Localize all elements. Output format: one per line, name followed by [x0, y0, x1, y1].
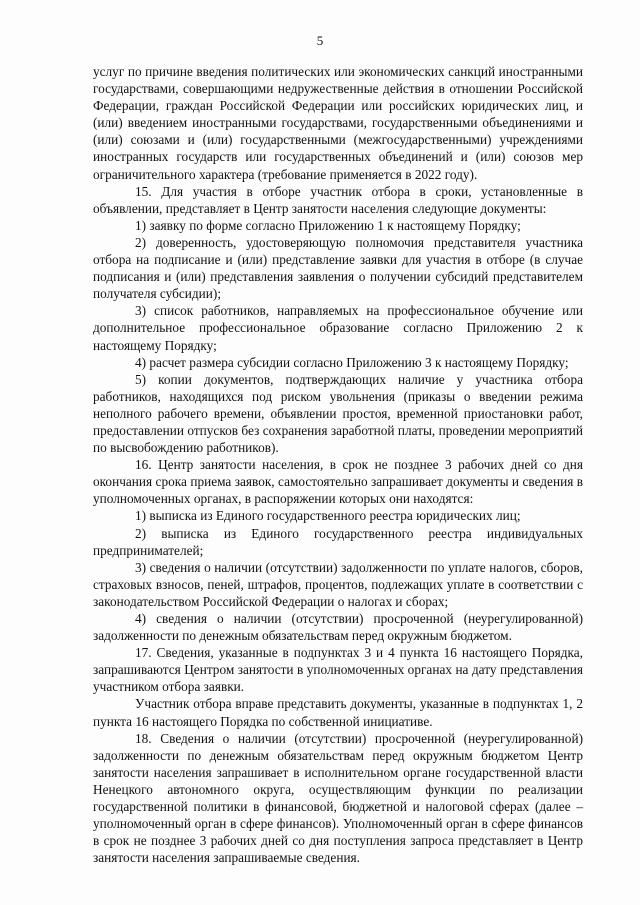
paragraph: услуг по причине введения политических или экономических санкций иностранными государствами, совершающими недружественные действия в отношении Российской Федерации, граждан Российской Федерации или российских юридических лиц, и (или) введением иностранными государствами, государственными объединениями и (или) союзами и (или) государственными (межгосударственными) учреждениями иностранных государств или государственных объединений и (или) союзов мер ограничительного характера (требование применяется в 2022 году). [93, 64, 583, 182]
paragraph: 18. Сведения о наличии (отсутствии) просроченной (неурегулированной) задолженности по денежным обязательствам перед окружным бюджетом Центр занятости населения запрашивает в исполнительном органе государственной власти Ненецкого автономного округа, осуществляющим функции по реализации государственной политики в финансовой, бюджетной и налоговой сферах (далее – уполномоченный орган в сфере финансов). Уполномоченный орган в сфере финансов в срок не позднее 3 рабочих дней со дня поступления запроса представляет в Центр занятости населения запрашиваемые сведения. [93, 730, 583, 866]
page-number: 5 [316, 33, 324, 48]
paragraph: 4) расчет размера субсидии согласно Приложению 3 к настоящему Порядку; [135, 354, 569, 370]
paragraph: 1) заявку по форме согласно Приложению 1 к настоящему Порядку; [135, 217, 521, 233]
paragraph: 3) сведения о наличии (отсутствии) задолженности по уплате налогов, сборов, страховых взносов, пеней, штрафов, процентов, подлежащих уплате в соответствии с законодательством Российской Федерации о налогах и сборах; [93, 559, 583, 609]
paragraph: 3) список работников, направляемых на профессиональное обучение или дополнительное профессиональное образование согласно Приложению 2 к настоящему Порядку; [93, 303, 583, 353]
paragraph: 4) сведения о наличии (отсутствии) просроченной (неурегулированной) задолженности по денежным обязательствам перед окружным бюджетом. [93, 611, 583, 644]
paragraph: 2) доверенность, удостоверяющую полномочия представителя участника отбора на подписание и (или) представление заявки для участия в отборе (в случае подписания и (или) представления заявления о получении субсидий представителем получателя субсидии); [93, 234, 583, 302]
paragraph: 17. Сведения, указанные в подпунктах 3 и 4 пункта 16 настоящего Порядка, запрашиваются Центром занятости в уполномоченных органах на дату представления участником отбора заявки. [93, 645, 583, 695]
paragraph: 1) выписка из Единого государственного реестра юридических лиц; [135, 508, 521, 524]
paragraph: Участник отбора вправе представить документы, указанные в подпунктах 1, 2 пункта 16 настоящего Порядка по собственной инициативе. [93, 696, 583, 729]
paragraph: 5) копии документов, подтверждающих наличие у участника отбора работников, находящихся под риском увольнения (приказы о введении режима неполного рабочего времени, объявлении простоя, временной приостановки работ, предоставлении отпусков без сохранения заработной платы, проведении мероприятий по высвобождению работников). [93, 371, 583, 456]
paragraph: 2) выписка из Единого государственного реестра индивидуальных предпринимателей; [93, 525, 583, 558]
paragraph: 16. Центр занятости населения, в срок не позднее 3 рабочих дней со дня окончания срока приема заявок, самостоятельно запрашивает документы и сведения в уполномоченных органах, в распоряжении которых они находятся: [93, 457, 583, 507]
paragraph: 15. Для участия в отборе участник отбора в сроки, установленные в объявлении, представляет в Центр занятости населения следующие документы: [93, 183, 583, 216]
document-body [93, 63, 583, 866]
